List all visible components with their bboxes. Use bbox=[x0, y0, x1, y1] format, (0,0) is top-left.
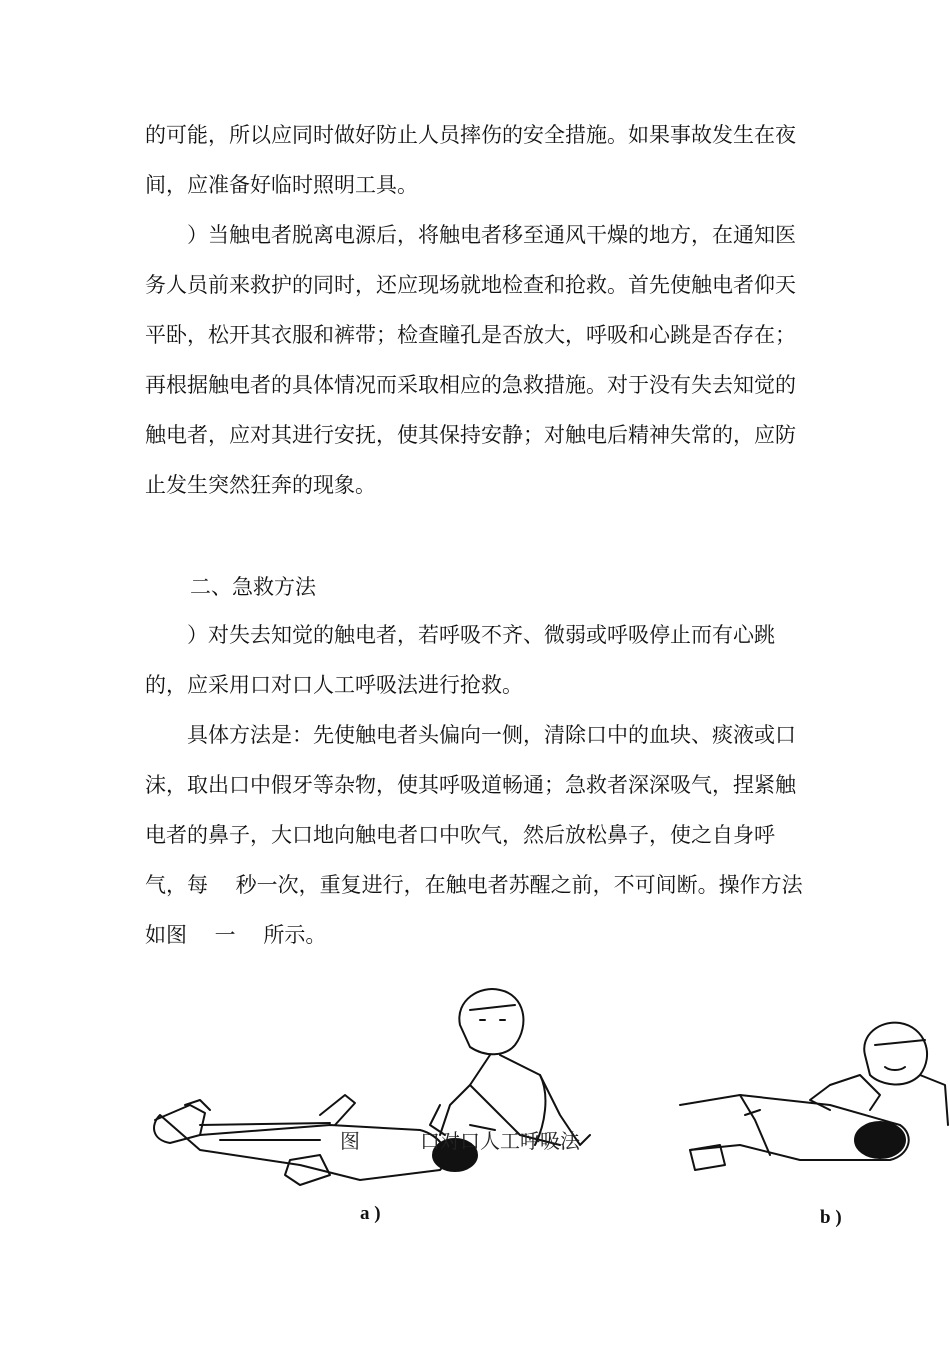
paragraph-unconscious-victim: ）对失去知觉的触电者，若呼吸不齐、微弱或呼吸停止而有心跳的，应采用口对口人工呼吸法进行抢救。 bbox=[145, 623, 775, 697]
paragraph-first-aid-check: ）当触电者脱离电源后，将触电者移至通风干燥的地方，在通知医务人员前来救护的同时，还应现场就地检查和抢救。首先使触电者仰天平卧，松开其衣服和裤带；检查瞳孔是否放大，呼吸和心跳是否存在；再根据触电者的具体情况而采取相应的急救措施。对于没有失去知觉的触电者，应对其进行安抚，使其保持安静；对触电后精神失常的，应防止发生突然狂奔的现象。 bbox=[145, 223, 796, 497]
rescuer-figure-a bbox=[430, 989, 590, 1145]
figure-artificial-respiration bbox=[0, 975, 950, 1255]
subfigure-label-a: a ) bbox=[360, 1203, 381, 1224]
figure-caption: 图 口对口人工呼吸法 bbox=[340, 1129, 580, 1153]
rescuer-figure-b bbox=[810, 1023, 948, 1125]
paragraph-safety-measures: 的可能，所以应同时做好防止人员摔伤的安全措施。如果事故发生在夜间，应准备好临时照明工具。 bbox=[145, 123, 796, 197]
subfigure-label-b: b ) bbox=[820, 1207, 842, 1228]
victim-figure-b bbox=[680, 1095, 909, 1170]
paragraph-method-details: 具体方法是：先使触电者头偏向一侧，清除口中的血块、痰液或口沫，取出口中假牙等杂物，使其呼吸道畅通；急救者深深吸气，捏紧触电者的鼻子，大口地向触电者口中吹气，然后放松鼻子，使之自身呼气，每 秒一次，重复进行，在触电者苏醒之前，不可间断。操作方法如图 一 所示。 bbox=[145, 723, 803, 947]
section-heading: 二、急救方法 bbox=[190, 575, 316, 599]
illustration-svg bbox=[0, 975, 950, 1255]
